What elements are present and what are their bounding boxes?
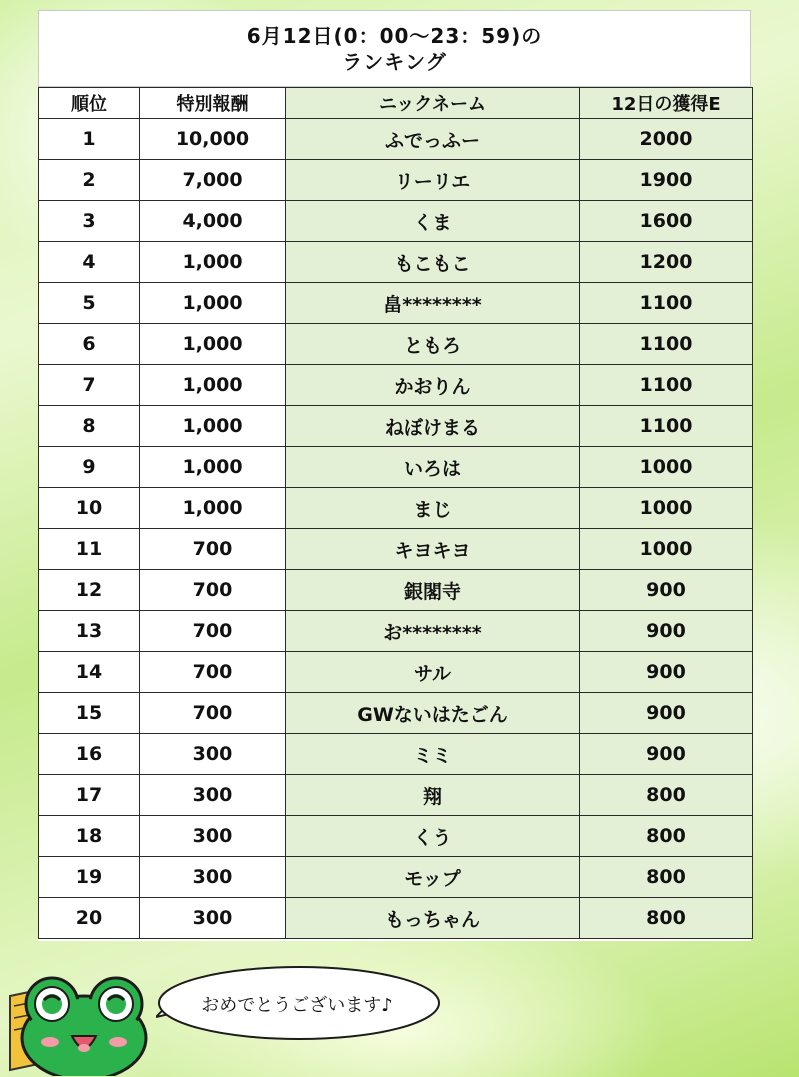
cell-reward: 300 [140, 734, 286, 775]
cell-points: 1200 [580, 242, 753, 283]
cell-points: 1000 [580, 447, 753, 488]
cell-reward: 300 [140, 816, 286, 857]
cell-nickname: キヨキヨ [286, 529, 580, 570]
cell-nickname: GWないはたごん [286, 693, 580, 734]
cell-reward: 700 [140, 693, 286, 734]
cell-points: 1600 [580, 201, 753, 242]
cell-reward: 1,000 [140, 242, 286, 283]
cell-nickname: サル [286, 652, 580, 693]
table-row [39, 242, 753, 283]
cell-reward: 300 [140, 775, 286, 816]
cell-rank: 18 [39, 816, 140, 857]
table-row [39, 775, 753, 816]
table-body [39, 119, 753, 939]
page-title [38, 10, 751, 87]
header-rank: 順位 [39, 88, 140, 119]
cell-rank: 20 [39, 898, 140, 939]
cell-rank: 12 [39, 570, 140, 611]
cell-points: 900 [580, 652, 753, 693]
title-line-1: 6月12日(0：00～23：59)の [246, 23, 543, 48]
cell-rank: 13 [39, 611, 140, 652]
table-row [39, 283, 753, 324]
cell-points: 1900 [580, 160, 753, 201]
cell-rank: 8 [39, 406, 140, 447]
cell-rank: 2 [39, 160, 140, 201]
cell-reward: 1,000 [140, 283, 286, 324]
cell-reward: 700 [140, 611, 286, 652]
cell-reward: 300 [140, 857, 286, 898]
cell-nickname: くう [286, 816, 580, 857]
cell-nickname: お******** [286, 611, 580, 652]
ranking-table [38, 87, 753, 939]
cell-nickname: 翔 [286, 775, 580, 816]
table-row [39, 529, 753, 570]
table-row [39, 365, 753, 406]
header-points: 12日の獲得E [580, 88, 753, 119]
cell-nickname: ともろ [286, 324, 580, 365]
cell-nickname: モップ [286, 857, 580, 898]
cell-rank: 7 [39, 365, 140, 406]
cell-reward: 300 [140, 898, 286, 939]
table-row [39, 447, 753, 488]
cell-rank: 4 [39, 242, 140, 283]
title-line-2: ランキング [342, 49, 447, 74]
table-row [39, 611, 753, 652]
cell-reward: 1,000 [140, 365, 286, 406]
frog-mascot-icon [8, 966, 156, 1076]
table-row [39, 693, 753, 734]
cell-points: 800 [580, 898, 753, 939]
cell-reward: 1,000 [140, 406, 286, 447]
cell-rank: 17 [39, 775, 140, 816]
cell-nickname: 銀閣寺 [286, 570, 580, 611]
cell-points: 1100 [580, 406, 753, 447]
cell-nickname: 畠******** [286, 283, 580, 324]
table-row [39, 898, 753, 939]
cell-reward: 700 [140, 529, 286, 570]
cell-points: 900 [580, 693, 753, 734]
table-header-row [39, 88, 753, 119]
cell-points: 1100 [580, 365, 753, 406]
cell-nickname: くま [286, 201, 580, 242]
cell-rank: 19 [39, 857, 140, 898]
cell-nickname: まじ [286, 488, 580, 529]
cell-rank: 15 [39, 693, 140, 734]
cell-nickname: かおりん [286, 365, 580, 406]
cell-points: 1000 [580, 488, 753, 529]
table-row [39, 570, 753, 611]
cell-rank: 6 [39, 324, 140, 365]
table-row [39, 406, 753, 447]
cell-reward: 4,000 [140, 201, 286, 242]
cell-rank: 9 [39, 447, 140, 488]
cell-rank: 14 [39, 652, 140, 693]
cell-points: 800 [580, 857, 753, 898]
cell-nickname: ねぼけまる [286, 406, 580, 447]
cell-rank: 1 [39, 119, 140, 160]
cell-reward: 1,000 [140, 488, 286, 529]
table-row [39, 201, 753, 242]
cell-nickname: もこもこ [286, 242, 580, 283]
cell-rank: 10 [39, 488, 140, 529]
cell-nickname: ふでっふー [286, 119, 580, 160]
table-row [39, 160, 753, 201]
cell-reward: 700 [140, 652, 286, 693]
cell-reward: 10,000 [140, 119, 286, 160]
cell-rank: 5 [39, 283, 140, 324]
cell-points: 900 [580, 734, 753, 775]
table-row [39, 734, 753, 775]
cell-rank: 11 [39, 529, 140, 570]
cell-points: 1000 [580, 529, 753, 570]
table-row [39, 652, 753, 693]
cell-points: 900 [580, 570, 753, 611]
table-row [39, 324, 753, 365]
table-row [39, 488, 753, 529]
cell-points: 1100 [580, 283, 753, 324]
cell-rank: 3 [39, 201, 140, 242]
cell-reward: 7,000 [140, 160, 286, 201]
table-row [39, 119, 753, 160]
cell-reward: 700 [140, 570, 286, 611]
cell-reward: 1,000 [140, 447, 286, 488]
speech-bubble-text: おめでとうございます♪ [201, 995, 393, 1016]
header-nickname: ニックネーム [286, 88, 580, 119]
cell-points: 800 [580, 816, 753, 857]
cell-points: 900 [580, 611, 753, 652]
cell-points: 2000 [580, 119, 753, 160]
table-row [39, 857, 753, 898]
table-row [39, 816, 753, 857]
cell-nickname: ミミ [286, 734, 580, 775]
cell-rank: 16 [39, 734, 140, 775]
cell-nickname: いろは [286, 447, 580, 488]
cell-points: 800 [580, 775, 753, 816]
cell-nickname: もっちゃん [286, 898, 580, 939]
cell-nickname: リーリエ [286, 160, 580, 201]
header-reward: 特別報酬 [140, 88, 286, 119]
cell-reward: 1,000 [140, 324, 286, 365]
cell-points: 1100 [580, 324, 753, 365]
